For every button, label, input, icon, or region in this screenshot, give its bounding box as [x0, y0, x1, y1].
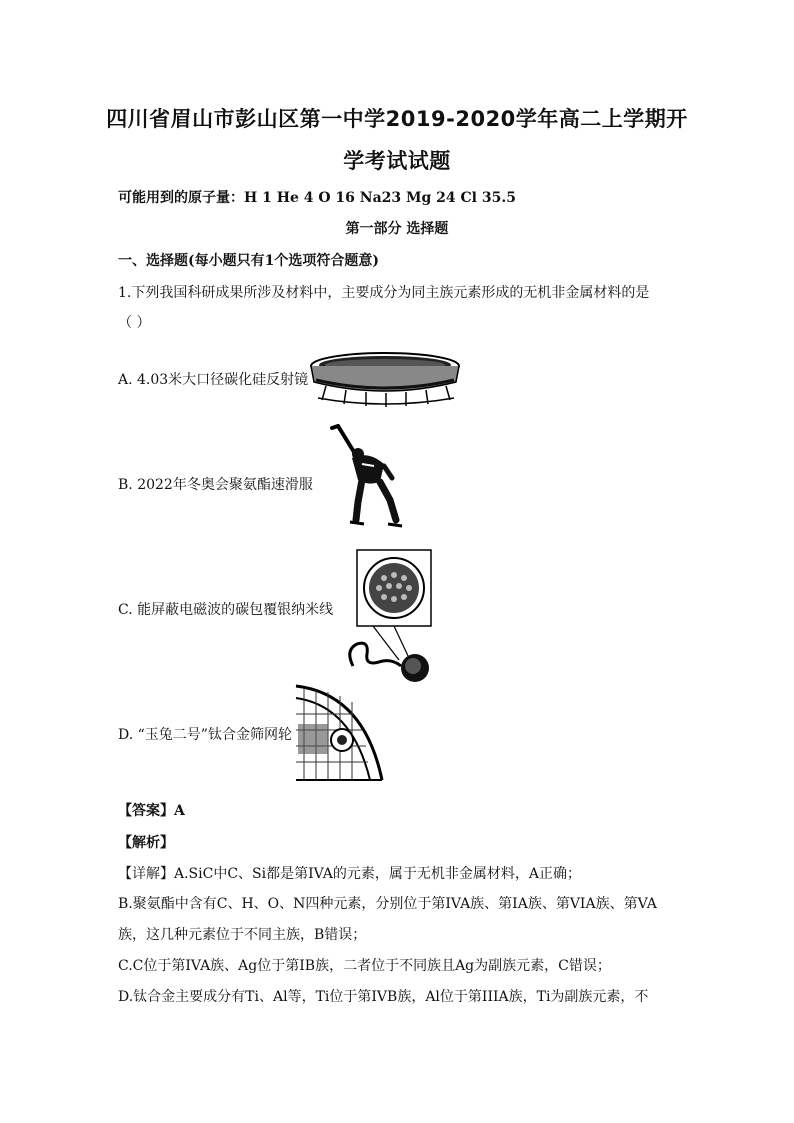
detail-line-4: C.C位于第IVA族、Ag位于第IB族，二者位于不同族且Ag为副族元素，C错误； [118, 958, 611, 974]
doc-title-line2: 学考试试题 [343, 149, 451, 173]
skater-image [328, 424, 406, 532]
mirror-image [306, 348, 464, 410]
section-heading: 一、选择题(每小题只有1个选项符合题意) [118, 253, 379, 269]
wheel-image [294, 684, 384, 782]
detail-line-1: 【详解】A.SiC中C、Si都是第IVA的元素，属于无机非金属材料，A正确； [118, 866, 582, 882]
question-1-text: 1.下列我国科研成果所涉及材料中，主要成分为同主族元素形成的无机非金属材料的是 [118, 285, 650, 301]
detail-line-3: 族，这几种元素位于不同主族，B错误； [118, 927, 367, 943]
atomic-masses: 可能用到的原子量：H 1 He 4 O 16 Na23 Mg 24 Cl 35.5 [118, 190, 516, 206]
option-c-label: C. 能屏蔽电磁波的碳包覆银纳米线 [118, 602, 334, 618]
doc-title-line1: 四川省眉山市彭山区第一中学2019-2020学年高二上学期开 [106, 107, 688, 131]
question-1-paren: （ ） [118, 315, 151, 331]
nanowire-image [343, 548, 435, 688]
option-b-label: B. 2022年冬奥会聚氨酯速滑服 [118, 477, 313, 493]
part-heading: 第一部分 选择题 [345, 221, 449, 237]
analysis-label: 【解析】 [118, 835, 174, 851]
option-a-label: A. 4.03米大口径碳化硅反射镜 [118, 372, 309, 388]
detail-line-5: D.钛合金主要成分有Ti、Al等，Ti位于第IVB族，Al位于第IIIA族，Ti为副族元素，不 [118, 989, 649, 1005]
detail-line-2: B.聚氨酯中含有C、H、O、N四种元素，分别位于第IVA族、第IA族、第VIA族、第VA [118, 896, 657, 912]
option-d-label: D. “玉兔二号”钛合金筛网轮 [118, 727, 292, 743]
answer-label: 【答案】A [118, 803, 185, 819]
